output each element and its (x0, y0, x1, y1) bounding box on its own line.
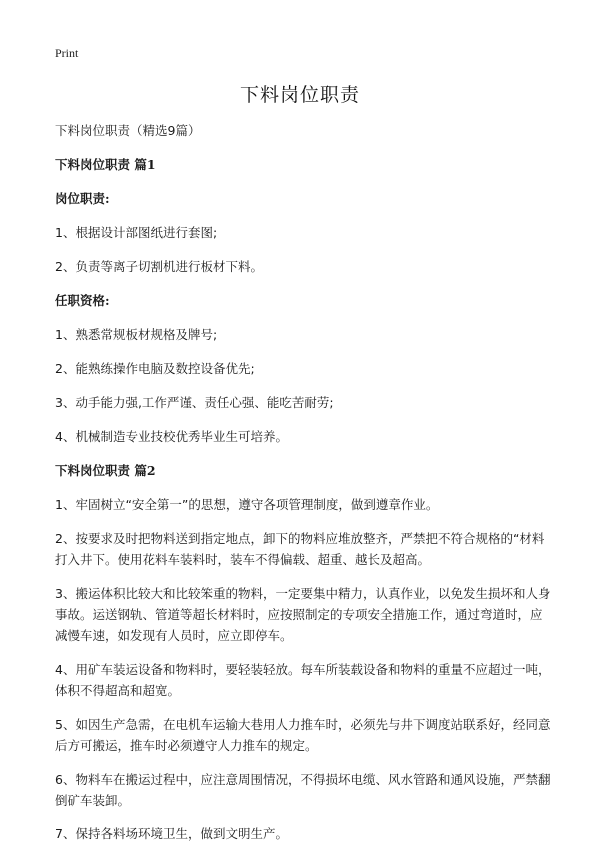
section-heading: 下料岗位职责 篇2 (55, 463, 156, 478)
list-item: 4、机械制造专业技校优秀毕业生可培养。 (55, 429, 288, 444)
list-item: 6、物料车在搬运过程中，应注意周围情况，不得损坏电缆、风水管路和通风设施，严禁翻倒矿车装卸。 (55, 772, 551, 808)
document-body (55, 120, 551, 857)
document-subtitle: 下料岗位职责（精选9篇） (55, 123, 201, 138)
qualifications-heading: 任职资格: (55, 293, 110, 308)
list-item: 1、牢固树立“安全第一”的思想，遵守各项管理制度，做到遵章作业。 (55, 497, 439, 512)
list-item: 1、熟悉常规板材规格及牌号; (55, 327, 218, 342)
list-item: 7、保持各料场环境卫生，做到文明生产。 (55, 826, 288, 841)
list-item: 2、能熟练操作电脑及数控设备优先; (55, 361, 255, 376)
list-item: 3、搬运体积比较大和比较笨重的物料，一定要集中精力，认真作业，以免发生损坏和人身事故。运送钢轨、管道等超长材料时，应按照制定的专项安全措施工作，通过弯道时，应减慢车速，如发现有人员时，应立即停车。 (55, 586, 551, 643)
list-item: 4、用矿车装运设备和物料时，要轻装轻放。每车所装载设备和物料的重量不应超过一吨，体积不得超高和超宽。 (55, 662, 551, 698)
section-heading: 下料岗位职责 篇1 (55, 157, 156, 172)
page-title: 下料岗位职责 (239, 84, 360, 106)
list-item: 1、根据设计部图纸进行套图; (55, 225, 218, 240)
list-item: 2、负责等离子切割机进行板材下料。 (55, 259, 263, 274)
list-item: 5、如因生产急需，在电机车运输大巷用人力推车时，必须先与井下调度站联系好，经同意后方可搬运，推车时必须遵守人力推车的规定。 (55, 717, 551, 753)
print-label: Print (55, 46, 79, 60)
list-item: 3、动手能力强,工作严谨、责任心强、能吃苦耐劳; (55, 395, 334, 410)
list-item: 2、按要求及时把物料送到指定地点，卸下的物料应堆放整齐，严禁把不符合规格的“材料打入井下。使用花料车装料时，装车不得偏载、超重、越长及超高。 (55, 531, 545, 567)
duties-heading: 岗位职责: (55, 191, 110, 206)
